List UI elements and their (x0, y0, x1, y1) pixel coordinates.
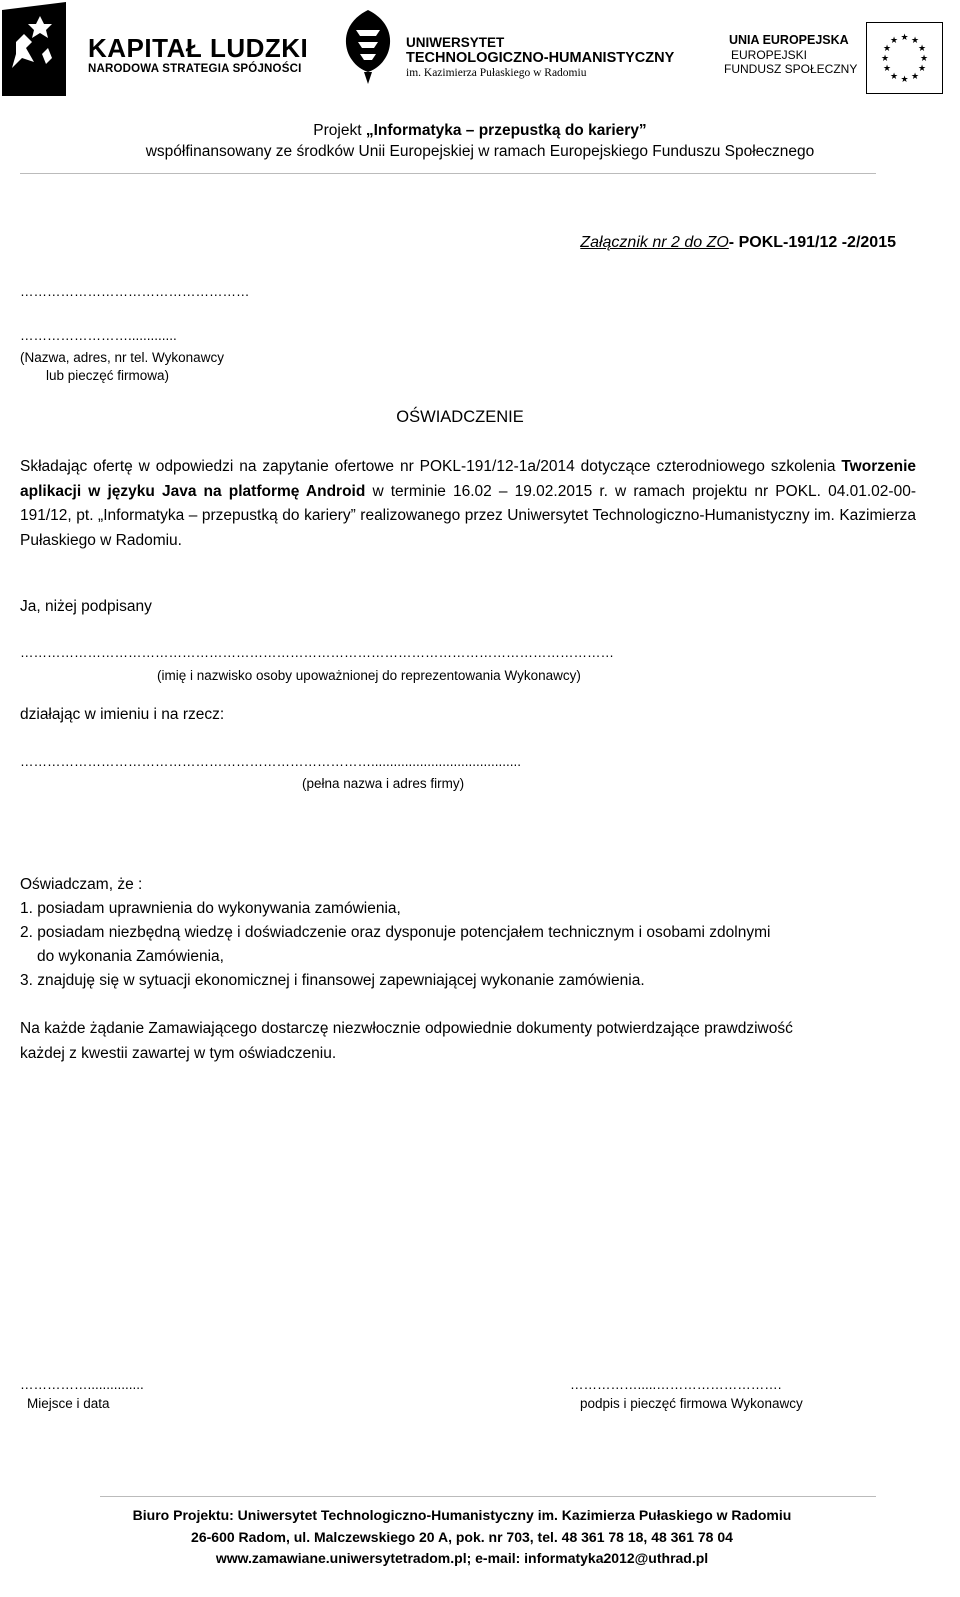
acting-caption: (pełna nazwa i adres firmy) (302, 776, 465, 791)
eu-flag-icon (866, 22, 943, 94)
signatory-label: Ja, niżej podpisany (20, 598, 152, 615)
closing-paragraph: Na każde żądanie Zamawiającego dostarczę niezwłocznie odpowiednie dokumenty potwierdzające prawdziwość każdej z kwestii zawartej w tym oświadczeniu. (20, 1020, 793, 1062)
svg-text:★: ★ (882, 64, 892, 74)
ue-line1: UNIA EUROPEJSKA (729, 33, 849, 47)
svg-text:★: ★ (910, 36, 920, 46)
header-divider (20, 173, 876, 174)
intro-text-1: Składając ofertę w odpowiedzi na zapytanie ofertowe nr POKL-191/12-1a/2014 dotyczące czterodniowego szkolenia (20, 458, 842, 475)
declaration-intro: Oświadczam, że : (20, 876, 143, 893)
uth-name-line3: im. Kazimierza Pułaskiego w Radomiu (406, 67, 587, 79)
intro-paragraph (20, 455, 916, 553)
signature-dots: …………….....………………………. (570, 1377, 782, 1392)
intro-text-2: w terminie 16.02 – 19.02.2015 r. w ramach projektu nr POKL. 04.01.02-00-191/12, pt. „Informatyka – przepustką do kariery” realizowanego przez Uniwersytet Technologiczno-Humanistyczny im. Kazimierza Pułaskiego w Radomiu. (20, 482, 916, 549)
cofinancing-note: współfinansowany ze środków Unii Europejskiej w ramach Europejskiego Funduszu Społecznego (145, 143, 815, 160)
svg-text:★: ★ (919, 54, 929, 64)
kapital-ludzki-subtitle: NARODOWA STRATEGIA SPÓJNOŚCI (88, 63, 302, 75)
footer-line-1: Biuro Projektu: Uniwersytet Technologiczno-Humanistyczny im. Kazimierza Pułaskiego w Radomiu (132, 1507, 792, 1523)
signatory-dots: …………………………………………………………………………………………………………………… (20, 645, 614, 660)
training-title: Tworzenie aplikacji w języku Java na platformę Android (20, 458, 916, 500)
place-date-dots: ……………............... (20, 1377, 144, 1392)
footer-line-2: 26-600 Radom, ul. Malczewskiego 20 A, pok. nr 703, tel. 48 361 78 18, 48 361 78 04 (191, 1529, 733, 1545)
project-title (0, 122, 960, 140)
uth-name-line2: TECHNOLOGICZNO-HUMANISTYCZNY (406, 50, 675, 66)
svg-text:★: ★ (880, 54, 890, 64)
svg-text:★: ★ (882, 44, 892, 54)
signature-label: podpis i pieczęć firmowa Wykonawcy (580, 1396, 803, 1411)
attachment-reference (580, 234, 896, 252)
kapital-ludzki-emblem-icon (2, 2, 66, 96)
declaration-item-1: 1. posiadam uprawnienia do wykonywania zamówienia, (20, 900, 401, 917)
svg-text:★: ★ (900, 33, 909, 43)
svg-text:★: ★ (889, 72, 899, 82)
footer-divider (100, 1496, 876, 1497)
attachment-label: Załącznik nr 2 do ZO (580, 234, 729, 251)
contractor-label-2: lub pieczęć firmowa) (46, 368, 170, 383)
declaration-item-3: 3. znajduję się w sytuacji ekonomicznej i finansowej zapewniającej wykonanie zamówienia. (20, 972, 645, 989)
declaration-item-2-continued: do wykonania Zamówienia, (37, 948, 224, 965)
svg-text:★: ★ (917, 64, 927, 74)
acting-label: działając w imieniu i na rzecz: (20, 706, 225, 723)
svg-text:★: ★ (889, 36, 899, 46)
place-date-label: Miejsce i data (27, 1396, 110, 1411)
ue-line2: EUROPEJSKI (731, 48, 808, 62)
eagle-emblem-icon (338, 6, 398, 84)
svg-text:★: ★ (917, 44, 927, 54)
acting-dots: ……………………………………………………………………........................................ (20, 754, 522, 769)
ue-line3: FUNDUSZ SPOŁECZNY (724, 62, 858, 76)
svg-text:★: ★ (900, 75, 909, 85)
project-prefix: Projekt (313, 122, 366, 139)
contractor-dots-2: ……………………............. (20, 328, 177, 343)
project-name: „Informatyka – przepustką do kariery” (365, 122, 647, 139)
attachment-code: - POKL-191/12 -2/2015 (728, 234, 896, 251)
uth-name-line1: UNIWERSYTET (406, 35, 505, 50)
document-title: OŚWIADCZENIE (396, 408, 524, 426)
footer-line-3: www.zamawiane.uniwersytetradom.pl; e-mail: informatyka2012@uthrad.pl (215, 1550, 709, 1566)
signatory-caption: (imię i nazwisko osoby upoważnionej do reprezentowania Wykonawcy) (157, 668, 581, 683)
kapital-ludzki-title: KAPITAŁ LUDZKI (88, 33, 309, 63)
contractor-dots-1: …………………………………………… (20, 284, 250, 299)
declaration-item-2: 2. posiadam niezbędną wiedzę i doświadczenie oraz dysponuje potencjałem technicznym i osobami zdolnymi (20, 924, 771, 941)
contractor-label-1: (Nazwa, adres, nr tel. Wykonawcy (20, 350, 224, 365)
svg-text:★: ★ (910, 72, 920, 82)
